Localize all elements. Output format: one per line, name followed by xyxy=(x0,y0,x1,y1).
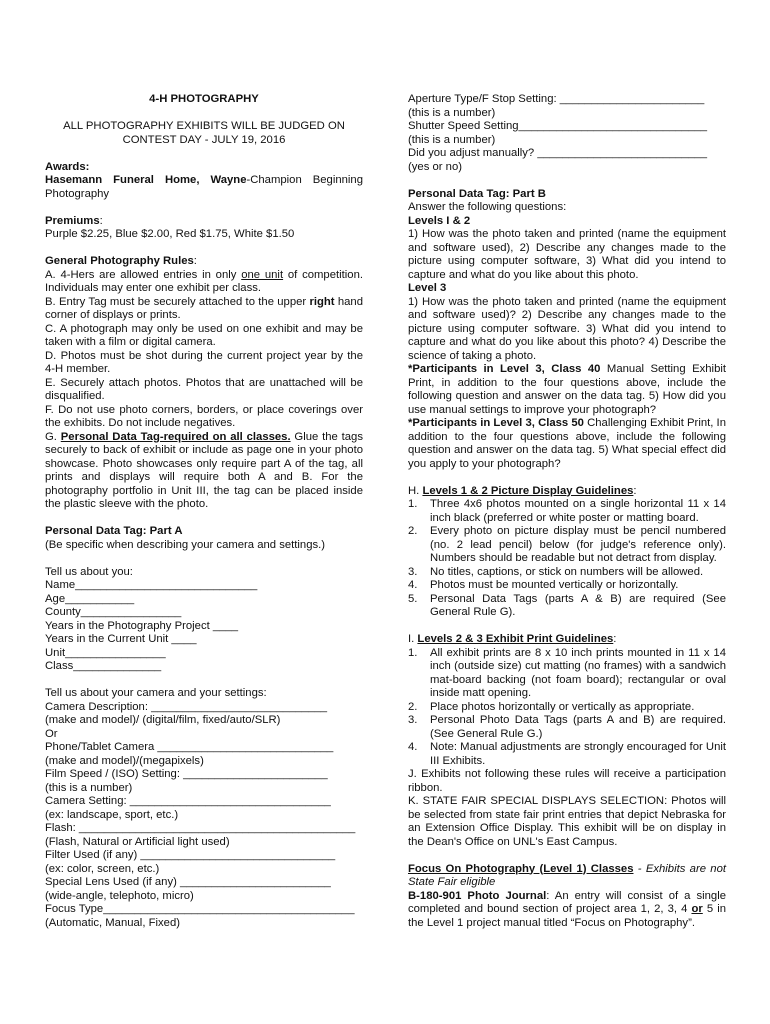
list-item-number: 2. xyxy=(408,525,418,537)
page-title: 4-H PHOTOGRAPHY xyxy=(149,93,259,105)
list-item xyxy=(408,647,726,701)
county-field: County________________ xyxy=(45,606,182,618)
awards-sponsor: Hasemann Funeral Home, Wayne xyxy=(45,174,247,186)
b180-text-part2: 5 in the Level 1 project manual titled “Focus on Photography”. xyxy=(408,903,726,929)
right-column xyxy=(408,93,726,930)
list-item-text: Photos must be mounted vertically or horizontally. xyxy=(430,579,679,591)
rule-c: C. A photograph may only be used on one exhibit and may be taken with a film or digital camera. xyxy=(45,322,363,348)
rule-k: K. STATE FAIR SPECIAL DISPLAYS SELECTION: Photos will be selected from state fair print entries that depict Nebraska for an Extension Office Display. This exhibit will be on display in the Dean's Office on UNL's East Campus. xyxy=(408,795,726,848)
rules-colon: : xyxy=(193,255,197,267)
premiums-text: Purple $2.25, Blue $2.00, Red $1.75, White $1.50 xyxy=(45,228,295,240)
rule-b-part2: hand corner of displays or prints. xyxy=(45,295,364,321)
class-40-text: Manual Setting Exhibit Print, in addition to the four questions above, include the following question and answer on the data tag. 5) How did you use manual settings to improve your photograph? xyxy=(408,363,726,416)
level-3-text: 1) How was the photo taken and printed (name the equipment and software used)? 2) Describe any changes made to the picture using computer software. 3) What did you intend to capture and what do you like about this photo? 4) Describe the science of taking a photo. xyxy=(408,295,726,362)
levels-12-text: 1) How was the photo taken and printed (name the equipment and software used), 2) Describe any changes made to the picture using computer software, 3) What did you intend to capture and what do you like about this photo. xyxy=(408,228,726,281)
tag-b-heading: Personal Data Tag: Part B xyxy=(408,187,546,200)
rules-heading-label: General Photography Rules xyxy=(45,255,194,267)
level-3-heading: Level 3 xyxy=(408,282,447,294)
list-item-number: 3. xyxy=(408,565,418,578)
camera-setting-field: Camera Setting: ________________________________ xyxy=(45,795,331,807)
tag-b-intro: Answer the following questions: xyxy=(408,201,567,213)
rule-a-emphasis: one unit xyxy=(241,268,284,281)
rule-f: F. Do not use photo corners, borders, or place coverings over the exhibits. Do not include negatives. xyxy=(45,403,363,429)
section-i-prefix: I. xyxy=(408,633,418,645)
section-i-title: Levels 2 & 3 Exhibit Print Guidelines xyxy=(417,633,614,645)
special-lens-field: Special Lens Used (if any) ________________________ xyxy=(45,876,331,888)
list-item-number: 2. xyxy=(408,700,418,713)
film-speed-field: Film Speed / (ISO) Setting: _______________________ xyxy=(45,768,328,780)
list-item xyxy=(408,525,726,566)
list-item xyxy=(408,593,726,620)
awards-text xyxy=(45,174,363,201)
rule-a-part2: of competition. Individuals may enter one exhibit per class. xyxy=(45,268,364,294)
rule-b-emphasis: right xyxy=(309,295,335,308)
rule-g-part1: G. xyxy=(45,430,61,443)
premiums-colon: : xyxy=(99,214,103,227)
premiums-heading xyxy=(45,215,363,229)
class-40-label: *Participants in Level 3, Class 40 xyxy=(408,363,601,375)
list-item-text: Every photo on picture display must be pencil numbered (no. 2 lead pencil) below (for judge's reference only). Numbers should be readable but not detract from display. xyxy=(430,525,726,564)
list-item xyxy=(408,579,726,593)
shutter-hint: (this is a number) xyxy=(408,133,496,146)
list-item xyxy=(408,566,726,580)
focus-type-field: Focus Type________________________________________ xyxy=(45,903,355,915)
filter-hint: (ex: color, screen, etc.) xyxy=(45,862,160,875)
rule-b xyxy=(45,296,363,323)
list-item-number: 3. xyxy=(408,714,418,726)
rule-g-part2: Glue the tags securely to back of exhibit or include as page one in your photo showcase. Photo showcases only require part A of the tag, all prints and displays will require both A and B. For the photography portfolio in Unit III, the tag can be placed inside the plastic sleeve with the photo. xyxy=(45,430,363,510)
filter-field: Filter Used (if any) _______________________________ xyxy=(45,849,336,861)
awards-heading: Awards: xyxy=(45,160,90,173)
rule-e: E. Securely attach photos. Photos that are unattached will be disqualified. xyxy=(45,376,363,402)
section-i-list xyxy=(408,647,726,769)
rule-j: J. Exhibits not following these rules will receive a participation ribbon. xyxy=(408,768,726,794)
rule-d: D. Photos must be shot during the current project year by the 4-H member. xyxy=(45,349,363,375)
premiums-heading-label: Premiums xyxy=(45,214,100,227)
b180-entry xyxy=(408,890,726,931)
class-50-text: Challenging Exhibit Print, In addition to the four questions above, include the following question and answer on the data tag. 5) What special effect did you apply to your photograph? xyxy=(408,417,726,470)
section-h-list xyxy=(408,498,726,620)
class-50-note xyxy=(408,417,726,471)
age-field: Age___________ xyxy=(45,592,135,605)
class-50-label: *Participants in Level 3, Class 50 xyxy=(408,417,584,429)
camera-description-hint: (make and model)/ (digital/film, fixed/auto/SLR) xyxy=(45,714,281,726)
section-i-colon: : xyxy=(613,633,617,645)
list-item-text: All exhibit prints are 8 x 10 inch prints mounted in 11 x 14 inch (outside size) cut matting (no frames) with a sandwich mat-board backing (not foam board); rectangular or oval inside matt opening. xyxy=(430,646,726,699)
flash-field: Flash: ____________________________________________ xyxy=(45,822,356,834)
special-lens-hint: (wide-angle, telephoto, micro) xyxy=(45,889,194,902)
b180-or: or xyxy=(691,903,703,915)
list-item-number: 1. xyxy=(408,646,418,659)
name-field: Name_____________________________ xyxy=(45,579,258,591)
list-item-number: 5. xyxy=(408,592,418,605)
section-h-heading xyxy=(408,485,726,499)
section-i-heading xyxy=(408,633,726,647)
phone-camera-hint: (make and model)/(megapixels) xyxy=(45,754,204,767)
focus-classes-note: - Exhibits are not State Fair eligible xyxy=(408,862,726,888)
b180-label: B-180-901 Photo Journal xyxy=(408,889,547,902)
list-item-text: Personal Data Tags (parts A & B) are required (See General Rule G). xyxy=(430,592,726,618)
focus-type-hint: (Automatic, Manual, Fixed) xyxy=(45,916,180,929)
manual-field: Did you adjust manually? ___________________________ xyxy=(408,147,707,159)
section-h-colon: : xyxy=(633,484,637,497)
list-item xyxy=(408,714,726,741)
left-column xyxy=(45,93,363,930)
phone-camera-field: Phone/Tablet Camera ____________________________ xyxy=(45,741,334,753)
tag-a-note: (Be specific when describing your camera and settings.) xyxy=(45,538,326,551)
flash-hint: (Flash, Natural or Artificial light used) xyxy=(45,835,230,848)
focus-classes-title: Focus On Photography (Level 1) Classes xyxy=(408,862,634,875)
rule-g-emphasis: Personal Data Tag-required on all classes. xyxy=(60,430,291,443)
camera-description-field: Camera Description: ____________________________ xyxy=(45,700,328,713)
list-item xyxy=(408,741,726,768)
years-unit-field: Years in the Current Unit ____ xyxy=(45,633,197,645)
list-item-text: Place photos horizontally or vertically as appropriate. xyxy=(430,700,695,713)
about-camera-heading: Tell us about your camera and your settings: xyxy=(45,687,267,699)
list-item-number: 4. xyxy=(408,579,418,591)
list-item-number: 1. xyxy=(408,498,418,510)
levels-12-heading: Levels I & 2 xyxy=(408,214,471,227)
list-item-number: 4. xyxy=(408,741,418,753)
rule-a xyxy=(45,269,363,296)
list-item xyxy=(408,701,726,715)
list-item-text: Note: Manual adjustments are strongly encouraged for Unit III Exhibits. xyxy=(430,741,726,767)
rule-a-part1: A. 4-Hers are allowed entries in only xyxy=(45,268,242,281)
class-40-note xyxy=(408,363,726,417)
list-item-text: Personal Photo Data Tags (parts A and B) are required. (See General Rule G.) xyxy=(430,714,726,740)
aperture-hint: (this is a number) xyxy=(408,106,496,119)
rule-b-part1: B. Entry Tag must be securely attached to the upper xyxy=(45,295,310,308)
judging-note: ALL PHOTOGRAPHY EXHIBITS WILL BE JUDGED ON CONTEST DAY - JULY 19, 2016 xyxy=(63,120,345,146)
tag-a-heading: Personal Data Tag: Part A xyxy=(45,525,183,537)
section-h-title: Levels 1 & 2 Picture Display Guidelines xyxy=(422,484,634,497)
unit-field: Unit________________ xyxy=(45,646,166,659)
or-text: Or xyxy=(45,727,58,740)
list-item xyxy=(408,498,726,525)
aperture-field: Aperture Type/F Stop Setting: _______________________ xyxy=(408,93,705,105)
about-you-heading: Tell us about you: xyxy=(45,565,133,578)
manual-hint: (yes or no) xyxy=(408,160,462,173)
b180-text-part1: : An entry will consist of a single completed and bound section of project area 1, 2, 3, 4 xyxy=(408,889,726,915)
list-item-text: No titles, captions, or stick on numbers will be allowed. xyxy=(430,565,704,578)
focus-classes-heading xyxy=(408,863,726,890)
section-h-prefix: H. xyxy=(408,484,423,497)
awards-description: -Champion Beginning Photography xyxy=(45,174,363,200)
list-item-text: Three 4x6 photos mounted on a single horizontal 11 x 14 inch black (preferred or white poster or matting board. xyxy=(430,498,726,524)
years-project-field: Years in the Photography Project ____ xyxy=(45,619,239,632)
camera-setting-hint: (ex: landscape, sport, etc.) xyxy=(45,808,179,821)
rule-g xyxy=(45,431,363,512)
rules-heading xyxy=(45,255,363,269)
film-speed-hint: (this is a number) xyxy=(45,781,133,794)
shutter-field: Shutter Speed Setting______________________________ xyxy=(408,120,708,132)
class-field: Class______________ xyxy=(45,660,162,672)
